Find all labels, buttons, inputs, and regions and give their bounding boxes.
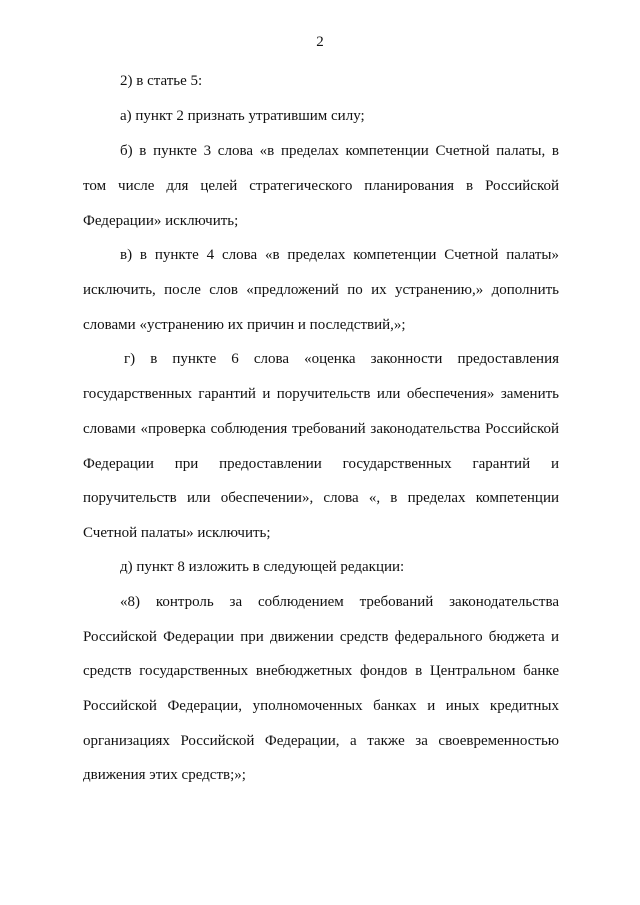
text-line-subitem-g-3: словами «проверка соблюдения требований законодательства Российской [83, 421, 559, 437]
text-line-item-2: 2) в статье 5: [120, 73, 203, 89]
text-line-subitem-g-4: Федерации при предоставлении государственных гарантий и [83, 456, 559, 472]
text-line-quote-6: движения этих средств;»; [83, 767, 246, 783]
text-line-subitem-b-2: том числе для целей стратегического планирования в Российской [83, 178, 559, 194]
text-line-subitem-g-1: г) в пункте 6 слова «оценка законности предоставления [124, 351, 559, 367]
text-line-quote-4: Российской Федерации, уполномоченных банках и иных кредитных [83, 698, 559, 714]
text-line-subitem-v-1: в) в пункте 4 слова «в пределах компетенции Счетной палаты» [120, 247, 559, 263]
text-line-quote-1: «8) контроль за соблюдением требований законодательства [120, 594, 559, 610]
text-line-subitem-g-2: государственных гарантий и поручительств или обеспечения» заменить [83, 386, 559, 402]
text-line-subitem-b-1: б) в пункте 3 слова «в пределах компетенции Счетной палаты, в [120, 143, 559, 159]
text-line-quote-3: средств государственных внебюджетных фондов в Центральном банке [83, 663, 559, 679]
text-line-subitem-d: д) пункт 8 изложить в следующей редакции: [120, 559, 405, 575]
text-line-subitem-a: а) пункт 2 признать утратившим силу; [120, 108, 365, 124]
text-line-quote-5: организациях Российской Федерации, а также за своевременностью [83, 733, 559, 749]
text-line-subitem-b-3: Федерации» исключить; [83, 213, 239, 229]
text-line-quote-2: Российской Федерации при движении средств федерального бюджета и [83, 629, 559, 645]
text-line-subitem-v-2: исключить, после слов «предложений по их устранению,» дополнить [83, 282, 559, 298]
page-number: 2 [316, 34, 324, 50]
text-line-subitem-g-5: поручительств или обеспечении», слова «, в пределах компетенции [83, 490, 559, 506]
text-line-subitem-g-6: Счетной палаты» исключить; [83, 525, 271, 541]
text-line-subitem-v-3: словами «устранению их причин и последствий,»; [83, 317, 406, 333]
